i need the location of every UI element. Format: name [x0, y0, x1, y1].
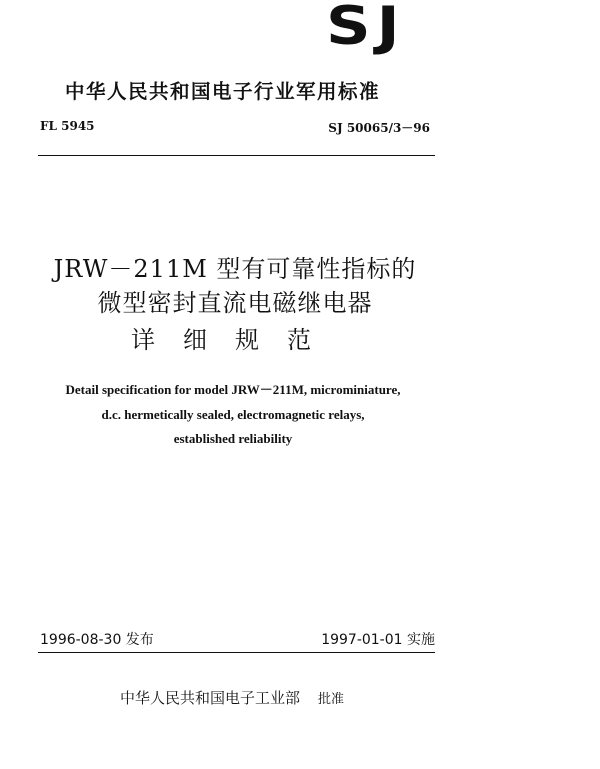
standard-number: SJ 50065/3－96 — [328, 121, 430, 135]
title-line-3: 详细规范 — [131, 326, 339, 354]
sj-logo: SJ — [326, 0, 406, 57]
standard-type: 中华人民共和国电子行业军用标准 — [65, 80, 381, 103]
title-line-1: JRW－211M 型有可靠性指标的 — [53, 255, 417, 283]
issue-date: 1996-08-30 发布 — [40, 632, 154, 648]
approve-label: 批准 — [318, 692, 345, 707]
bottom-divider — [38, 652, 435, 653]
title-line-2: 微型密封直流电磁继电器 — [97, 289, 373, 317]
approver-name: 中华人民共和国电子工业部 — [120, 689, 301, 707]
english-title-line-3: established reliability — [173, 431, 293, 446]
top-divider — [38, 155, 435, 156]
implementation-date: 1997-01-01 实施 — [321, 632, 435, 648]
english-title-line-1: Detail specification for model JRW－211M, microminiature, — [65, 382, 401, 397]
approving-authority — [120, 687, 344, 708]
english-title-line-2: d.c. hermetically sealed, electromagnetic relays, — [101, 407, 365, 422]
fl-classification-code: FL 5945 — [40, 119, 95, 133]
